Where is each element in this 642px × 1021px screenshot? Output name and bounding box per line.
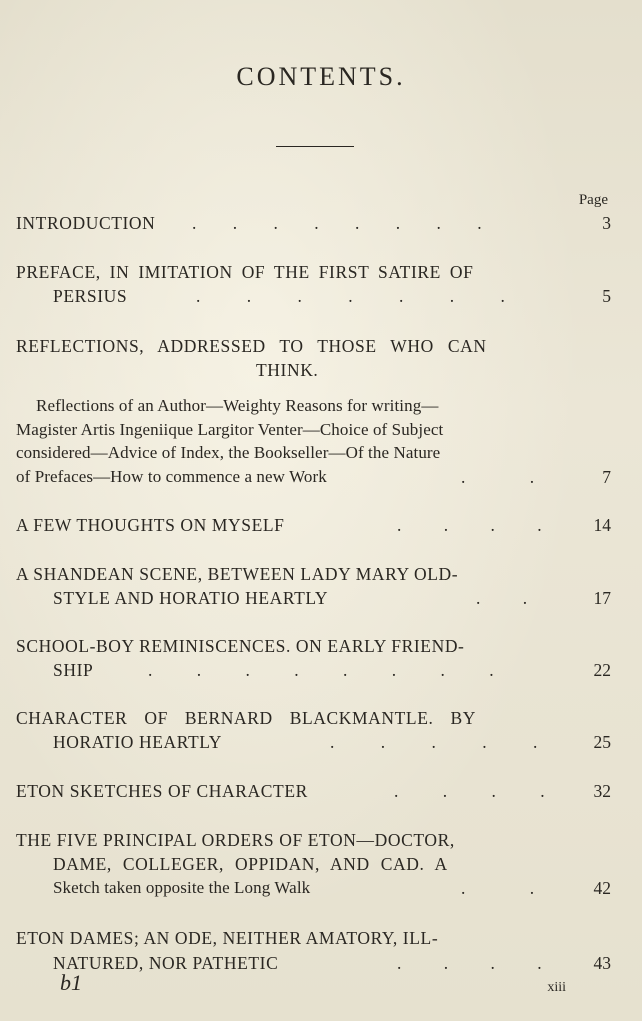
toc-page-number: 5 bbox=[602, 286, 611, 306]
toc-page-number: 22 bbox=[593, 660, 611, 680]
toc-entry-title: REFLECTIONS, ADDRESSED TO THOSE WHO CAN bbox=[16, 336, 487, 356]
toc-page-number: 32 bbox=[593, 781, 611, 801]
toc-entry-title: A SHANDEAN SCENE, BETWEEN LADY MARY OLD- bbox=[16, 564, 459, 584]
toc-page-number: 3 bbox=[602, 213, 611, 233]
toc-leader: . . . . . . . bbox=[196, 286, 505, 306]
toc-entry-title-cont: THINK. bbox=[256, 360, 319, 380]
toc-description-line: Sketch taken opposite the Long Walk bbox=[53, 878, 311, 897]
toc-entry-title-cont: SHIP bbox=[53, 660, 94, 680]
toc-page-number: 17 bbox=[593, 588, 611, 608]
toc-description-line: considered—Advice of Index, the Bookseller—Of the Nature bbox=[16, 443, 441, 462]
folio-number: xiii bbox=[547, 980, 566, 995]
toc-page-number: 43 bbox=[593, 953, 611, 973]
toc-leader: . . bbox=[476, 588, 528, 608]
toc-page-number: 7 bbox=[602, 467, 611, 487]
toc-page-number: 14 bbox=[593, 515, 611, 535]
toc-entry-title-cont: PERSIUS bbox=[53, 286, 128, 306]
toc-entry-title: ETON SKETCHES OF CHARACTER bbox=[16, 781, 308, 801]
toc-leader: . . . . . . . . bbox=[148, 660, 494, 680]
toc-entry-title-cont: STYLE AND HORATIO HEARTLY bbox=[53, 588, 329, 608]
toc-entry-title: CHARACTER OF BERNARD BLACKMANTLE. BY bbox=[16, 708, 476, 728]
toc-leader: . . bbox=[461, 467, 535, 487]
toc-entry-title-cont: DAME, COLLEGER, OPPIDAN, AND CAD. A bbox=[53, 854, 448, 874]
toc-entry-title-cont: NATURED, NOR PATHETIC bbox=[53, 953, 279, 973]
toc-description-line: Reflections of an Author—Weighty Reasons for writing— bbox=[36, 396, 439, 415]
toc-leader: . . . . bbox=[394, 781, 545, 801]
toc-leader: . . . . bbox=[397, 953, 542, 973]
toc-page-number: 42 bbox=[593, 878, 611, 898]
toc-entry-title: INTRODUCTION bbox=[16, 213, 156, 233]
toc-entry-title-cont: HORATIO HEARTLY bbox=[53, 732, 223, 752]
toc-entry-title: ETON DAMES; AN ODE, NEITHER AMATORY, ILL- bbox=[16, 928, 439, 948]
toc-leader: . . . . bbox=[397, 515, 542, 535]
toc-leader: . . . . . bbox=[330, 732, 538, 752]
page-column-label: Page bbox=[578, 192, 608, 208]
toc-entry-title: THE FIVE PRINCIPAL ORDERS OF ETON—DOCTOR, bbox=[16, 830, 455, 850]
toc-description-line: Magister Artis Ingeniique Largitor Venter—Choice of Subject bbox=[16, 420, 444, 439]
toc-leader: . . bbox=[461, 878, 535, 898]
signature-mark: b1 bbox=[60, 970, 82, 995]
toc-entry-title: SCHOOL-BOY REMINISCENCES. ON EARLY FRIEND- bbox=[16, 636, 465, 656]
toc-entry-title: PREFACE, IN IMITATION OF THE FIRST SATIRE OF bbox=[16, 262, 474, 282]
title-rule bbox=[276, 146, 354, 147]
toc-description-line: of Prefaces—How to commence a new Work bbox=[16, 467, 327, 486]
toc-entry-title: A FEW THOUGHTS ON MYSELF bbox=[16, 515, 285, 535]
page-title: CONTENTS. bbox=[236, 62, 406, 91]
toc-leader: . . . . . . . . bbox=[192, 213, 482, 233]
toc-page-number: 25 bbox=[593, 732, 611, 752]
